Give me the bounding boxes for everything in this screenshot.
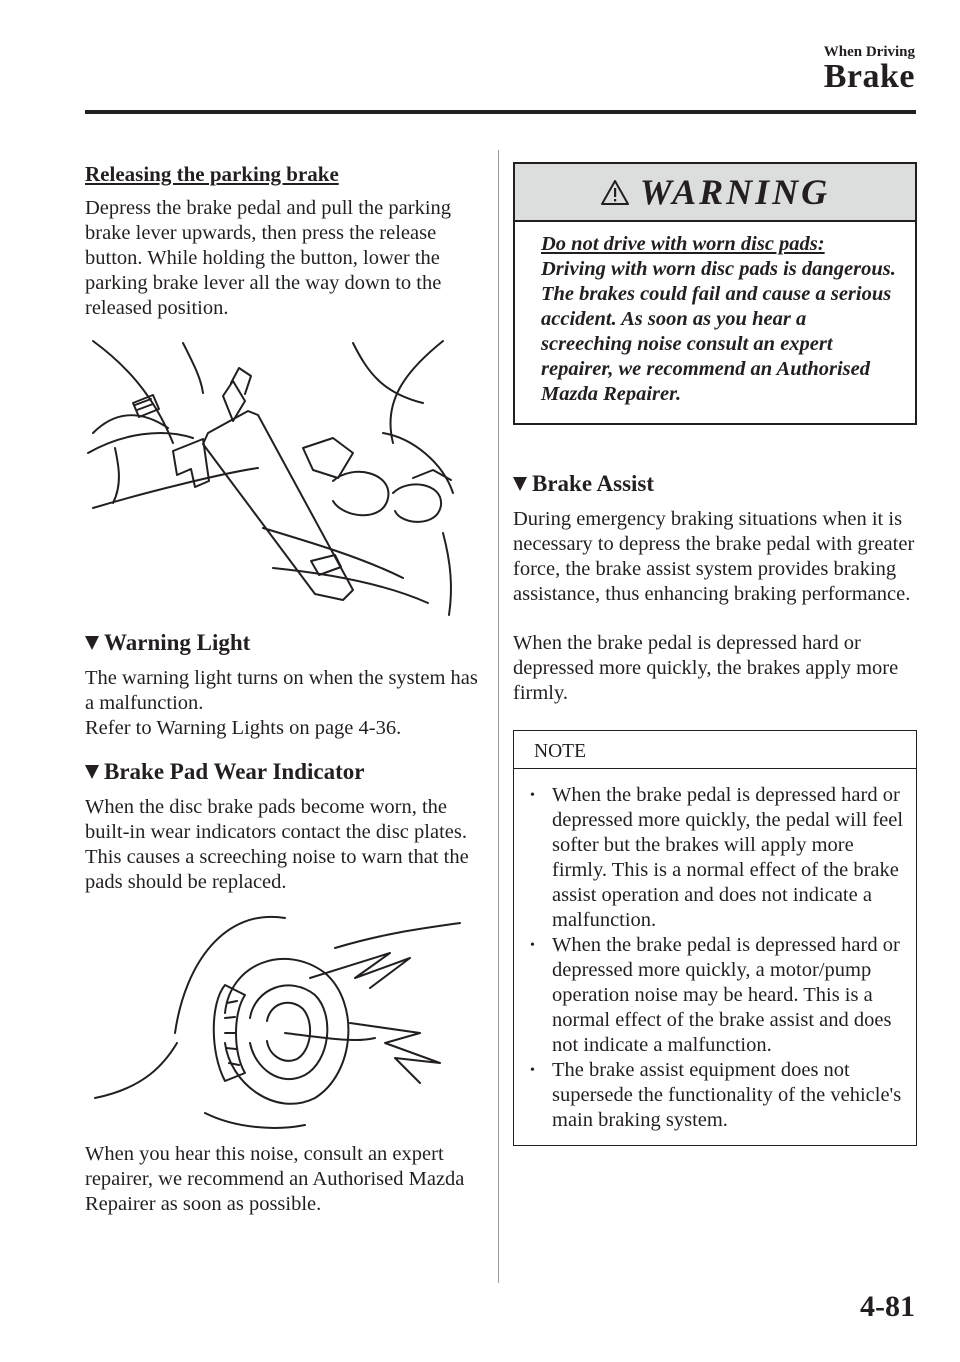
brake-pad-wear-text: When the disc brake pads become worn, the built-in wear indicators contact the disc plates. This causes a screeching noise to warn that the pads should be replaced. [85,796,469,893]
brake-pad-wear-after-text: When you hear this noise, consult an expert repairer, we recommend an Authorised Mazda Repairer as soon as possible. [85,1143,465,1215]
warning-light-heading-text: Warning Light [104,630,251,655]
brake-assist-heading [513,469,917,499]
note-title: NOTE [514,731,916,769]
parking-brake-illustration [83,333,463,618]
note-box [513,730,917,1146]
brake-pad-wear-heading-text: Brake Pad Wear Indicator [104,759,365,784]
brake-assist-heading-text: Brake Assist [532,471,655,496]
warning-body [515,222,915,423]
releasing-parking-brake-heading: Releasing the parking brake [85,162,339,186]
section-triangle-icon [85,636,99,650]
brake-assist-text-1: During emergency braking situations when it is necessary to depress the brake pedal with greater force, the brake assist system provides braking assistance, thus enhancing braking performance. [513,508,915,605]
brake-pad-wear-heading [85,757,480,787]
warning-lead: Do not drive with worn disc pads: [541,233,825,255]
warning-triangle-icon [600,179,630,206]
column-divider [498,150,499,1283]
page-number: 4-81 [860,1290,915,1323]
left-column [85,160,480,1217]
section-triangle-icon [85,765,99,779]
brake-assist-text-2: When the brake pedal is depressed hard or depressed more quickly, the brakes apply more firmly. [513,632,899,704]
warning-light-heading [85,628,480,658]
warning-box [513,162,917,425]
section-triangle-icon [513,477,527,491]
note-list [514,769,916,1145]
note-item: • The brake assist equipment does not supersede the functionality of the vehicle's main braking system. [552,1058,906,1133]
note-item: • When the brake pedal is depressed hard or depressed more quickly, a motor/pump operation noise may be heard. This is a normal effect of the brake assist and does not indicate a malfunction. [552,933,906,1058]
warning-light-text: The warning light turns on when the system has a malfunction. [85,667,478,714]
running-header-title: Brake [823,58,915,95]
warning-title: WARNING [639,172,831,212]
warning-text: Driving with worn disc pads is dangerous. The brakes could fail and cause a serious accident. As soon as you hear a screeching noise consult an expert repairer, we recommend an Authorised Mazda Repairer. [541,258,896,405]
note-item: • When the brake pedal is depressed hard or depressed more quickly, the pedal will feel softer but the brakes will apply more firmly. This is a normal effect of the brake assist operation and does not indicate a malfunction. [552,783,906,933]
right-column [513,160,917,1146]
header-rule [85,110,916,114]
releasing-parking-brake-text: Depress the brake pedal and pull the parking brake lever upwards, then press the release button. While holding the button, lower the parking brake lever all the way down to the released position. [85,197,452,319]
warning-header [515,164,915,222]
warning-light-reference: Refer to Warning Lights on page 4-36. [85,717,402,739]
brake-disc-illustration [85,903,465,1138]
running-header-section: When Driving [823,44,915,60]
